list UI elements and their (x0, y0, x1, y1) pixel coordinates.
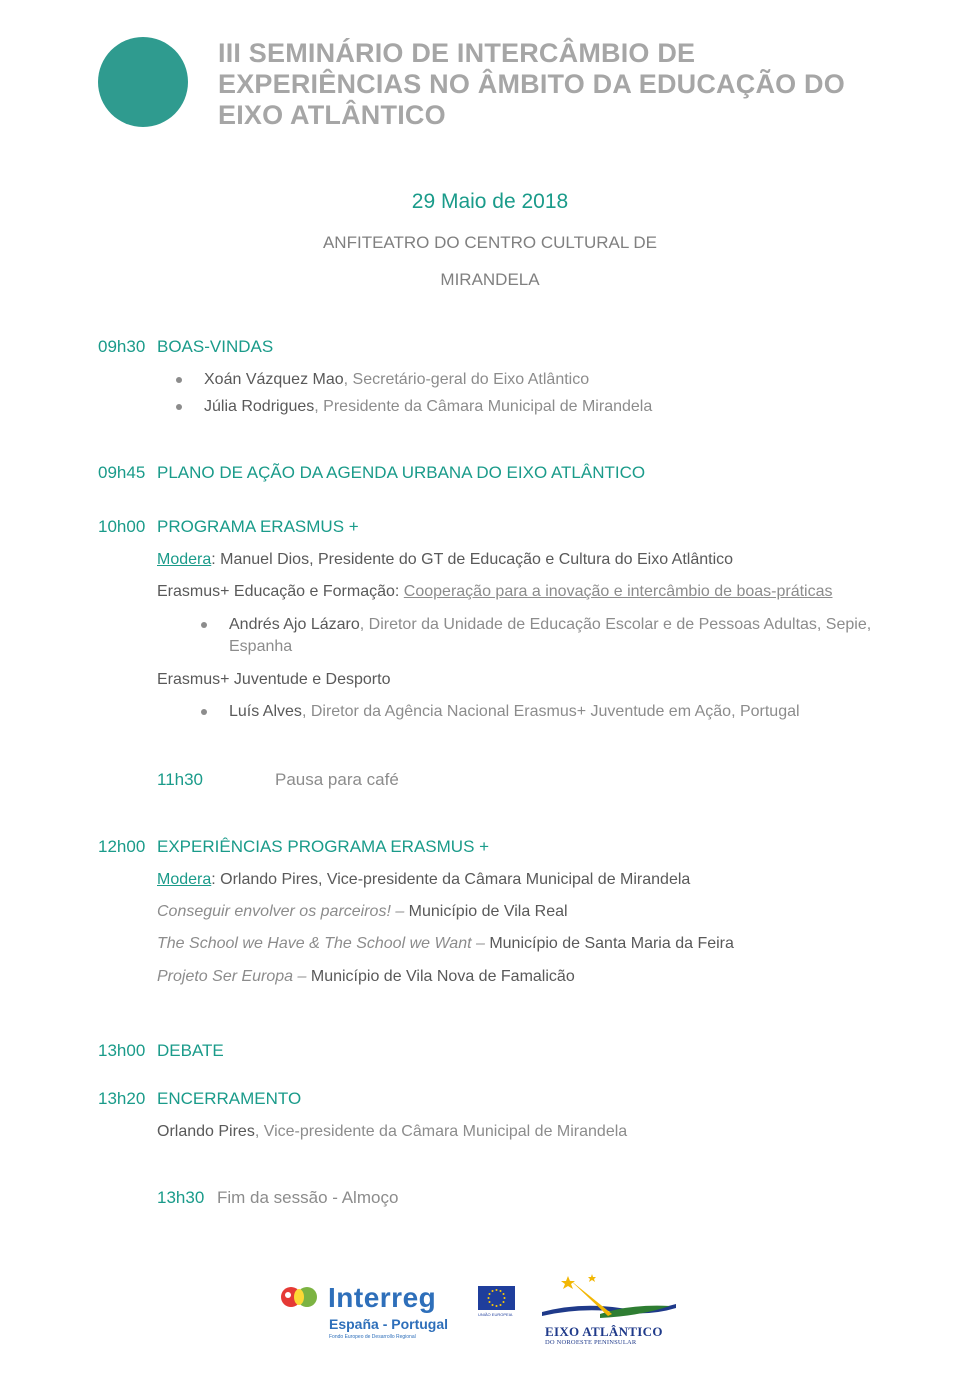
speaker-role: , Diretor da Unidade de Educação Escolar e de Pessoas Adultas, Sepie, (359, 616, 872, 633)
agenda-item-urban-agenda (98, 462, 645, 484)
bullet-icon (176, 377, 182, 383)
moderator-label: Modera (157, 551, 212, 568)
experience-item (157, 966, 575, 988)
experience-item (157, 933, 734, 955)
speaker-name: Luís Alves (229, 703, 302, 720)
erasmus-education-label: Erasmus+ Educação e Formação: (157, 583, 400, 600)
footer-logos (0, 1272, 980, 1352)
eixo-atlantico-name: EIXO ATLÂNTICO (545, 1324, 663, 1339)
agenda-title: PLANO DE AÇÃO DA AGENDA URBANA DO EIXO ATLÂNTICO (157, 463, 646, 482)
document-title (218, 38, 898, 131)
title-line-2: EXPERIÊNCIAS NO ÂMBITO DA EDUCAÇÃO DO (218, 69, 845, 99)
agenda-item-pause (157, 769, 399, 791)
eu-label: UNIÃO EUROPEIA (478, 1312, 513, 1317)
experience-item (157, 901, 568, 923)
speaker-role: , Presidente da Câmara Municipal de Mirandela (314, 398, 653, 415)
agenda-item-closing (98, 1088, 301, 1110)
speaker-role: , Secretário-geral do Eixo Atlântico (343, 371, 590, 388)
interreg-logo-icon (280, 1286, 318, 1308)
speaker-role-continued: Espanha (229, 638, 293, 655)
agenda-time: 11h30 (157, 770, 204, 789)
agenda-time: 13h00 (98, 1041, 146, 1060)
agenda-time: 10h00 (98, 517, 146, 536)
moderator-text: : Manuel Dios, Presidente do GT de Educação e Cultura do Eixo Atlântico (211, 551, 734, 568)
moderator-line (157, 869, 690, 891)
agenda-time: 09h45 (98, 463, 146, 482)
interreg-region: España - Portugal (329, 1316, 449, 1332)
event-date: 29 Maio de 2018 (411, 190, 569, 213)
agenda-title: ENCERRAMENTO (157, 1089, 302, 1108)
experience-title: The School we Have & The School we Want – (157, 935, 485, 952)
agenda-item-welcome (98, 336, 273, 358)
agenda-item-experiences (98, 836, 489, 858)
moderator-line (157, 549, 733, 571)
agenda-title: PROGRAMA ERASMUS + (157, 517, 359, 536)
experience-org: Município de Vila Real (404, 903, 568, 920)
speaker-role: , Vice-presidente da Câmara Municipal de Mirandela (254, 1123, 628, 1140)
agenda-title: Pausa para café (275, 770, 399, 789)
eixo-atlantico-subtitle: DO NOROESTE PENINSULAR (545, 1339, 637, 1346)
speaker-name: Júlia Rodrigues (204, 398, 315, 415)
agenda-title: EXPERIÊNCIAS PROGRAMA ERASMUS + (157, 837, 490, 856)
agenda-title: BOAS-VINDAS (157, 337, 274, 356)
moderator-label: Modera (157, 871, 212, 888)
decorative-circle (98, 37, 188, 127)
speaker-item (229, 614, 871, 636)
experience-org: Município de Santa Maria da Feira (484, 935, 734, 952)
interreg-wordmark: Interreg (328, 1282, 437, 1313)
speaker-role: , Diretor da Agência Nacional Erasmus+ Juventude em Ação, Portugal (301, 703, 800, 720)
speaker-item (229, 701, 800, 723)
moderator-text: : Orlando Pires, Vice-presidente da Câmara Municipal de Mirandela (211, 871, 691, 888)
agenda-item-erasmus (98, 516, 359, 538)
speaker-item (204, 369, 589, 391)
agenda-item-end (157, 1187, 398, 1209)
agenda-item-debate (98, 1040, 224, 1062)
experience-org: Município de Vila Nova de Famalicão (306, 968, 575, 985)
bullet-icon (201, 622, 207, 628)
interreg-fund: Fondo Europeo de Desarrollo Regional (329, 1334, 416, 1340)
agenda-time: 12h00 (98, 837, 146, 856)
experience-title: Projeto Ser Europa – (157, 968, 307, 985)
agenda-time: 09h30 (98, 337, 146, 356)
agenda-title: DEBATE (157, 1041, 224, 1060)
speaker-item (157, 1121, 627, 1143)
speaker-name: Andrés Ajo Lázaro (229, 616, 360, 633)
eixo-atlantico-logo-icon (540, 1274, 678, 1324)
title-line-1: III SEMINÁRIO DE INTERCÂMBIO DE (218, 38, 696, 68)
bullet-icon (201, 709, 207, 715)
bullet-icon (176, 404, 182, 410)
erasmus-education-line (157, 581, 833, 603)
eu-flag-icon (478, 1286, 515, 1310)
speaker-name: Orlando Pires (157, 1123, 255, 1140)
venue-line-2: MIRANDELA (440, 270, 540, 289)
experience-title: Conseguir envolver os parceiros! – (157, 903, 405, 920)
erasmus-education-link[interactable]: Cooperação para a inovação e intercâmbio de boas-práticas (403, 583, 833, 600)
venue-line-1: ANFITEATRO DO CENTRO CULTURAL DE (322, 233, 658, 252)
agenda-time: 13h30 (157, 1188, 205, 1207)
erasmus-youth-label: Erasmus+ Juventude e Desporto (157, 671, 391, 688)
agenda-time: 13h20 (98, 1089, 146, 1108)
agenda-title: Fim da sessão - Almoço (217, 1188, 399, 1207)
speaker-item (204, 396, 652, 418)
title-line-3: EIXO ATLÂNTICO (218, 100, 446, 130)
speaker-name: Xoán Vázquez Mao (204, 371, 344, 388)
